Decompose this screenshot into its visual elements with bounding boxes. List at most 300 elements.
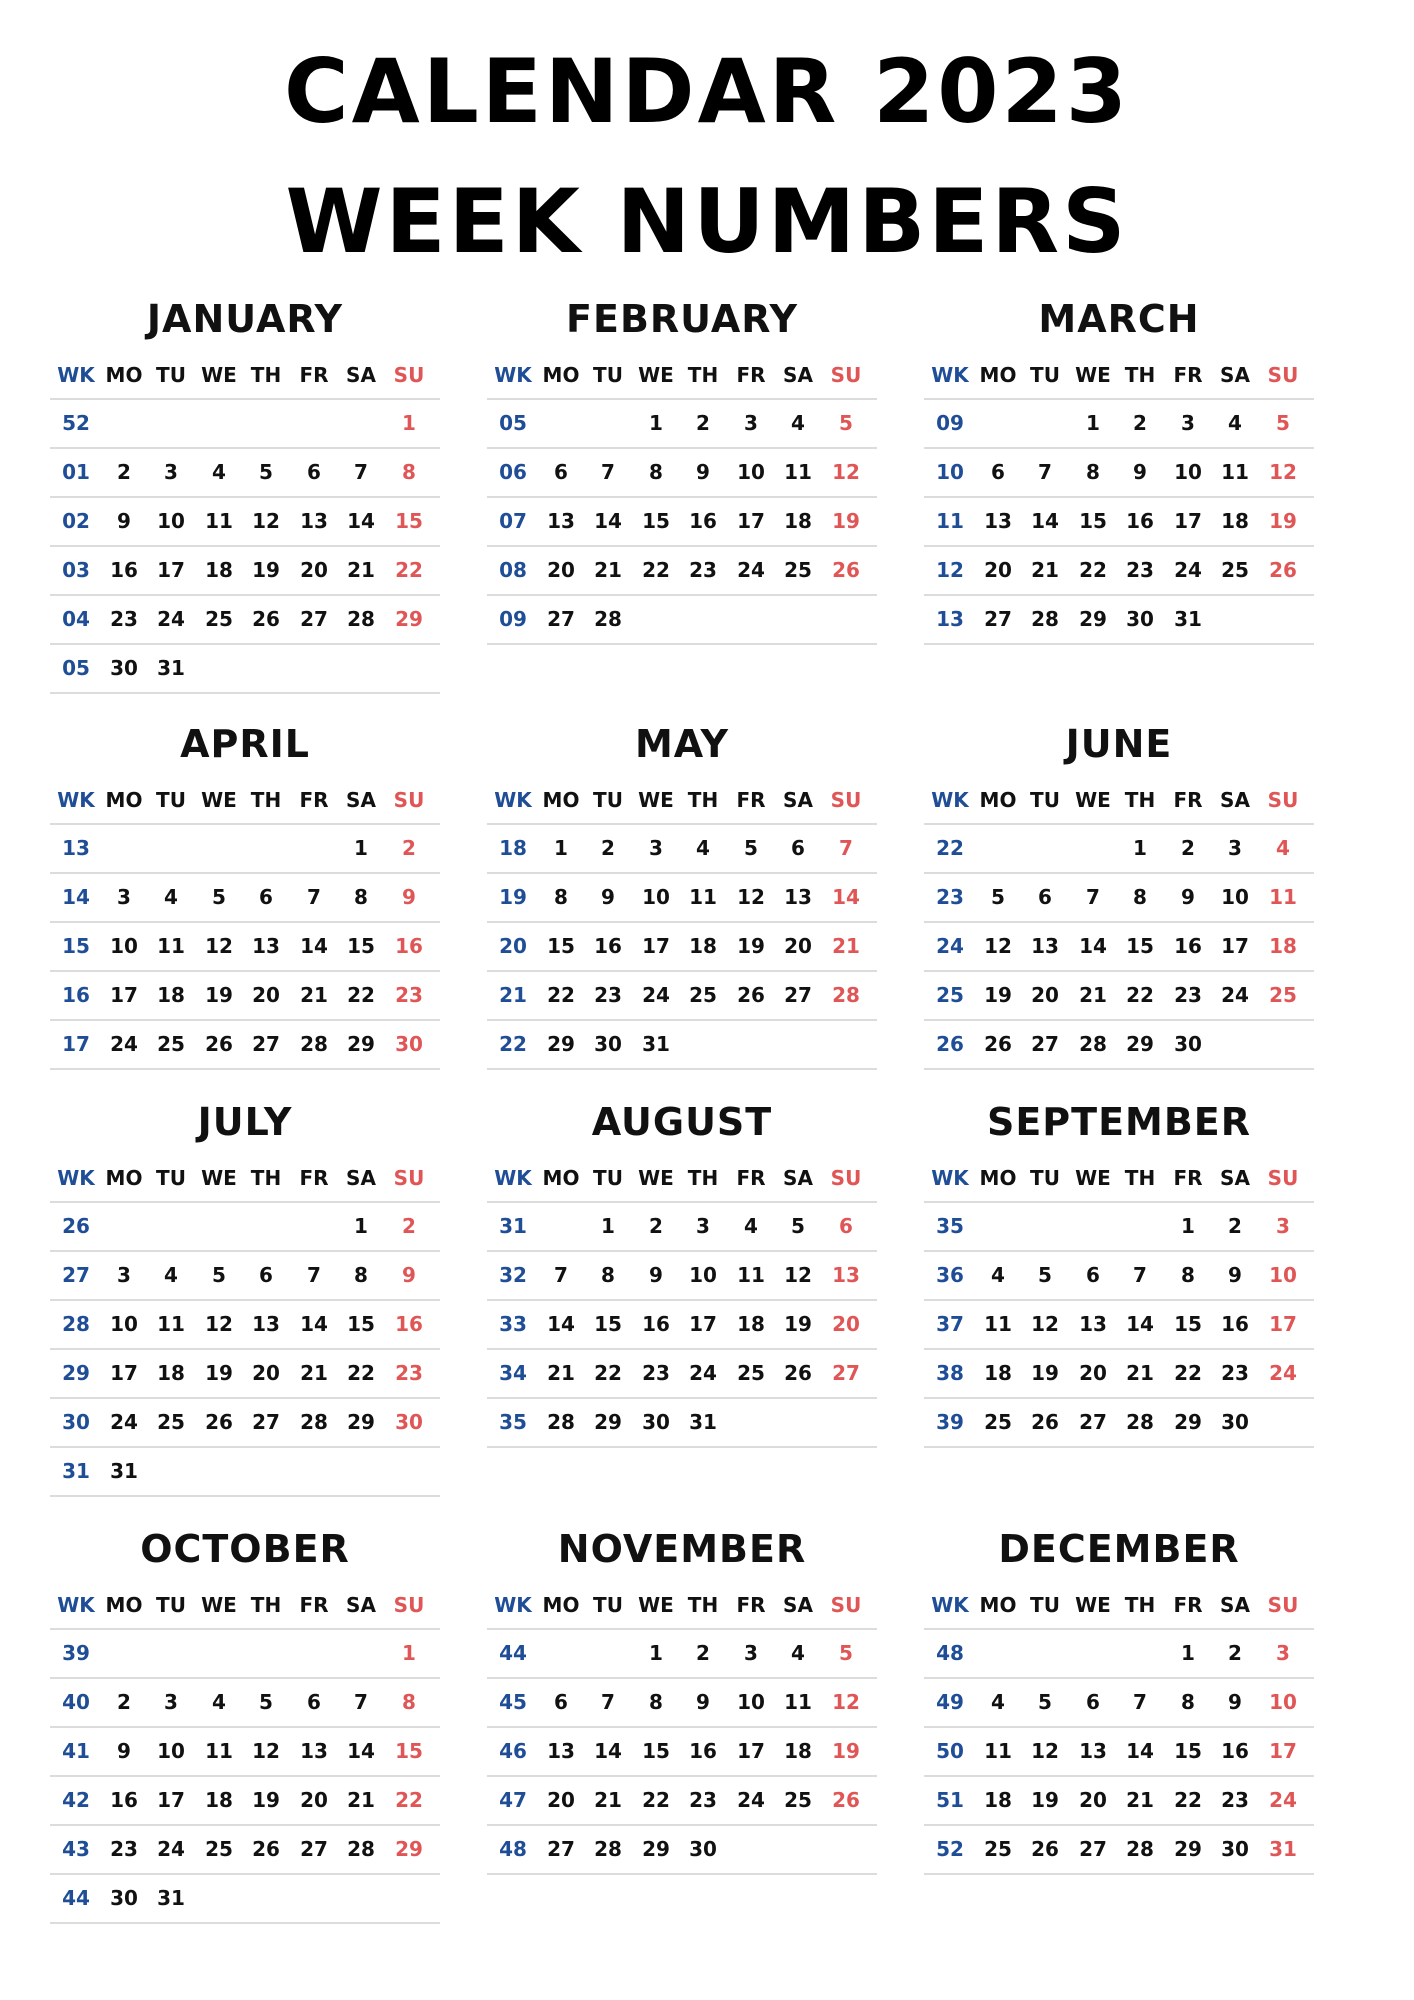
month-name: OCTOBER	[140, 1527, 350, 1571]
weekday-header-cell: TH	[1124, 363, 1156, 387]
day-cell: 19	[205, 983, 233, 1007]
day-cell: 18	[737, 1312, 765, 1336]
week-row	[487, 596, 877, 645]
week-row	[924, 1728, 1314, 1777]
day-cell: 6	[259, 1263, 273, 1287]
day-cell: 30	[110, 656, 138, 680]
day-cell: 19	[984, 983, 1012, 1007]
day-cell: 1	[649, 1641, 663, 1665]
weekday-header-cell: SA	[783, 788, 813, 812]
week-header: WK	[57, 1593, 95, 1617]
week-number: 13	[62, 836, 90, 860]
week-number: 05	[62, 656, 90, 680]
day-cell: 21	[347, 558, 375, 582]
day-cell: 3	[696, 1214, 710, 1238]
month-table	[924, 1163, 1314, 1448]
day-cell: 23	[1126, 558, 1154, 582]
day-cell: 26	[205, 1410, 233, 1434]
day-cell: 13	[300, 1739, 328, 1763]
day-cell: 28	[347, 607, 375, 631]
day-cell: 28	[832, 983, 860, 1007]
day-cell: 27	[252, 1032, 280, 1056]
weekday-header-cell: SA	[783, 1593, 813, 1617]
week-row	[50, 1399, 440, 1448]
month-name: MAY	[634, 722, 730, 766]
week-number: 10	[936, 460, 964, 484]
day-cell: 8	[354, 885, 368, 909]
week-row	[487, 1679, 877, 1728]
day-cell: 5	[1038, 1263, 1052, 1287]
day-cell: 18	[689, 934, 717, 958]
day-cell: 11	[1269, 885, 1297, 909]
day-cell: 20	[300, 558, 328, 582]
day-cell: 15	[1174, 1739, 1202, 1763]
day-cell: 8	[1181, 1690, 1195, 1714]
week-row	[487, 449, 877, 498]
weekday-header-cell: TU	[593, 1593, 623, 1617]
day-cell: 22	[395, 1788, 423, 1812]
day-cell: 12	[1031, 1739, 1059, 1763]
weekday-header-cell: SA	[346, 1166, 376, 1190]
week-row	[924, 972, 1314, 1021]
day-cell: 15	[347, 934, 375, 958]
day-cell: 27	[1079, 1837, 1107, 1861]
weekday-header-cell: SA	[783, 1166, 813, 1190]
day-cell: 18	[1221, 509, 1249, 533]
day-cell: 18	[157, 1361, 185, 1385]
weekday-header-cell: FR	[736, 788, 766, 812]
month-table	[487, 360, 877, 645]
day-cell: 8	[402, 1690, 416, 1714]
day-cell: 24	[1269, 1361, 1297, 1385]
weekday-header-cell: TU	[156, 363, 186, 387]
day-cell: 9	[402, 885, 416, 909]
weekday-header-cell: TU	[156, 788, 186, 812]
day-cell: 17	[1269, 1739, 1297, 1763]
weekday-header-cell: TU	[593, 1166, 623, 1190]
day-cell: 14	[347, 1739, 375, 1763]
week-number: 49	[936, 1690, 964, 1714]
day-cell: 28	[594, 607, 622, 631]
day-cell: 22	[547, 983, 575, 1007]
weekday-header-cell: WE	[201, 1166, 237, 1190]
weekday-header-cell: SU	[830, 788, 862, 812]
day-cell: 23	[689, 558, 717, 582]
week-number: 33	[499, 1312, 527, 1336]
day-cell: 21	[300, 983, 328, 1007]
week-number: 09	[936, 411, 964, 435]
weekday-header-cell: MO	[979, 363, 1017, 387]
weekday-header	[50, 785, 440, 825]
month-name: SEPTEMBER	[986, 1100, 1252, 1144]
week-row	[924, 1777, 1314, 1826]
week-number: 44	[62, 1886, 90, 1910]
day-cell: 6	[1086, 1690, 1100, 1714]
week-row	[924, 1630, 1314, 1679]
week-number: 43	[62, 1837, 90, 1861]
day-cell: 27	[1031, 1032, 1059, 1056]
week-number: 26	[62, 1214, 90, 1238]
day-cell: 27	[832, 1361, 860, 1385]
day-cell: 14	[300, 934, 328, 958]
week-row	[50, 1301, 440, 1350]
weekday-header-cell: MO	[979, 1166, 1017, 1190]
weekday-header-cell: SU	[830, 363, 862, 387]
day-cell: 27	[784, 983, 812, 1007]
weekday-header-cell: FR	[299, 788, 329, 812]
day-cell: 5	[1038, 1690, 1052, 1714]
month-name: DECEMBER	[998, 1527, 1240, 1571]
day-cell: 20	[1079, 1361, 1107, 1385]
day-cell: 1	[1086, 411, 1100, 435]
day-cell: 1	[1181, 1641, 1195, 1665]
day-cell: 30	[594, 1032, 622, 1056]
day-cell: 23	[110, 1837, 138, 1861]
weekday-header-cell: SU	[1267, 363, 1299, 387]
day-cell: 30	[1174, 1032, 1202, 1056]
day-cell: 9	[696, 1690, 710, 1714]
day-cell: 30	[1126, 607, 1154, 631]
day-cell: 25	[984, 1837, 1012, 1861]
day-cell: 17	[689, 1312, 717, 1336]
day-cell: 31	[157, 656, 185, 680]
day-cell: 9	[402, 1263, 416, 1287]
week-row	[924, 1301, 1314, 1350]
weekday-header-cell: WE	[1075, 363, 1111, 387]
day-cell: 4	[1276, 836, 1290, 860]
day-cell: 1	[402, 411, 416, 435]
week-number: 35	[936, 1214, 964, 1238]
day-cell: 26	[832, 1788, 860, 1812]
weekday-header	[924, 360, 1314, 400]
day-cell: 25	[1269, 983, 1297, 1007]
day-cell: 8	[554, 885, 568, 909]
day-cell: 29	[1126, 1032, 1154, 1056]
weekday-header-cell: TH	[250, 1166, 282, 1190]
weekday-header-cell: TH	[687, 788, 719, 812]
day-cell: 20	[547, 558, 575, 582]
day-cell: 12	[784, 1263, 812, 1287]
day-cell: 24	[157, 1837, 185, 1861]
day-cell: 27	[547, 607, 575, 631]
day-cell: 29	[347, 1032, 375, 1056]
day-cell: 21	[300, 1361, 328, 1385]
month-table	[487, 785, 877, 1070]
day-cell: 27	[1079, 1410, 1107, 1434]
day-cell: 27	[984, 607, 1012, 631]
weekday-header-cell: MO	[542, 1593, 580, 1617]
day-cell: 7	[307, 1263, 321, 1287]
day-cell: 20	[252, 1361, 280, 1385]
day-cell: 3	[117, 885, 131, 909]
day-cell: 28	[300, 1032, 328, 1056]
weekday-header-cell: TH	[687, 363, 719, 387]
day-cell: 18	[784, 1739, 812, 1763]
day-cell: 10	[1269, 1690, 1297, 1714]
weekday-header-cell: MO	[542, 788, 580, 812]
day-cell: 2	[402, 1214, 416, 1238]
day-cell: 28	[300, 1410, 328, 1434]
day-cell: 21	[547, 1361, 575, 1385]
week-header: WK	[494, 363, 532, 387]
day-cell: 5	[1276, 411, 1290, 435]
weekday-header-cell: WE	[638, 1593, 674, 1617]
day-cell: 11	[784, 460, 812, 484]
week-row	[487, 1021, 877, 1070]
day-cell: 26	[832, 558, 860, 582]
day-cell: 7	[1086, 885, 1100, 909]
day-cell: 8	[649, 460, 663, 484]
day-cell: 1	[649, 411, 663, 435]
week-number: 11	[936, 509, 964, 533]
day-cell: 17	[1174, 509, 1202, 533]
day-cell: 3	[1276, 1214, 1290, 1238]
day-cell: 29	[1174, 1410, 1202, 1434]
day-cell: 25	[157, 1410, 185, 1434]
day-cell: 8	[601, 1263, 615, 1287]
day-cell: 31	[1269, 1837, 1297, 1861]
week-row	[487, 825, 877, 874]
day-cell: 25	[984, 1410, 1012, 1434]
week-number: 08	[499, 558, 527, 582]
day-cell: 19	[252, 1788, 280, 1812]
month-table	[924, 360, 1314, 645]
day-cell: 17	[157, 1788, 185, 1812]
day-cell: 4	[791, 1641, 805, 1665]
day-cell: 24	[157, 607, 185, 631]
weekday-header	[487, 360, 877, 400]
day-cell: 4	[164, 1263, 178, 1287]
day-cell: 4	[1228, 411, 1242, 435]
weekday-header-cell: TU	[156, 1593, 186, 1617]
weekday-header-cell: MO	[105, 1593, 143, 1617]
weekday-header-cell: WE	[638, 1166, 674, 1190]
weekday-header-cell: WE	[1075, 1593, 1111, 1617]
day-cell: 8	[1086, 460, 1100, 484]
day-cell: 1	[1181, 1214, 1195, 1238]
day-cell: 30	[395, 1410, 423, 1434]
weekday-header-cell: TH	[687, 1593, 719, 1617]
day-cell: 25	[737, 1361, 765, 1385]
day-cell: 8	[354, 1263, 368, 1287]
week-row	[924, 874, 1314, 923]
day-cell: 7	[601, 1690, 615, 1714]
week-number: 26	[936, 1032, 964, 1056]
weekday-header-cell: FR	[736, 363, 766, 387]
weekday-header-cell: FR	[1173, 1593, 1203, 1617]
weekday-header-cell: SA	[1220, 788, 1250, 812]
day-cell: 4	[164, 885, 178, 909]
day-cell: 1	[354, 836, 368, 860]
weekday-header-cell: MO	[542, 363, 580, 387]
day-cell: 18	[984, 1788, 1012, 1812]
weekday-header	[487, 1163, 877, 1203]
day-cell: 9	[117, 1739, 131, 1763]
week-row	[50, 1728, 440, 1777]
weekday-header-cell: WE	[1075, 1166, 1111, 1190]
weekday-header-cell: MO	[105, 363, 143, 387]
day-cell: 31	[157, 1886, 185, 1910]
day-cell: 15	[1174, 1312, 1202, 1336]
day-cell: 26	[984, 1032, 1012, 1056]
weekday-header-cell: TH	[1124, 1166, 1156, 1190]
day-cell: 1	[354, 1214, 368, 1238]
week-number: 35	[499, 1410, 527, 1434]
day-cell: 17	[737, 509, 765, 533]
day-cell: 17	[157, 558, 185, 582]
day-cell: 24	[110, 1032, 138, 1056]
day-cell: 10	[157, 1739, 185, 1763]
week-number: 21	[499, 983, 527, 1007]
week-number: 18	[499, 836, 527, 860]
day-cell: 18	[157, 983, 185, 1007]
week-row	[924, 1826, 1314, 1875]
month-name: JULY	[197, 1100, 293, 1144]
week-number: 28	[62, 1312, 90, 1336]
weekday-header-cell: SU	[1267, 788, 1299, 812]
week-number: 31	[499, 1214, 527, 1238]
day-cell: 24	[110, 1410, 138, 1434]
day-cell: 12	[832, 460, 860, 484]
day-cell: 25	[157, 1032, 185, 1056]
day-cell: 26	[784, 1361, 812, 1385]
week-header: WK	[931, 1166, 969, 1190]
day-cell: 11	[205, 1739, 233, 1763]
week-number: 24	[936, 934, 964, 958]
day-cell: 24	[737, 558, 765, 582]
day-cell: 28	[1126, 1837, 1154, 1861]
week-number: 47	[499, 1788, 527, 1812]
weekday-header-cell: FR	[1173, 363, 1203, 387]
week-row	[487, 1630, 877, 1679]
week-row	[50, 923, 440, 972]
day-cell: 15	[594, 1312, 622, 1336]
weekday-header-cell: SU	[393, 1166, 425, 1190]
week-number: 46	[499, 1739, 527, 1763]
week-number: 36	[936, 1263, 964, 1287]
day-cell: 16	[110, 558, 138, 582]
weekday-header-cell: MO	[542, 1166, 580, 1190]
day-cell: 26	[252, 607, 280, 631]
day-cell: 23	[1174, 983, 1202, 1007]
weekday-header	[50, 1590, 440, 1630]
weekday-header-cell: FR	[299, 1593, 329, 1617]
day-cell: 2	[117, 460, 131, 484]
day-cell: 2	[1181, 836, 1195, 860]
week-number: 03	[62, 558, 90, 582]
week-row	[50, 1630, 440, 1679]
week-row	[487, 1399, 877, 1448]
day-cell: 16	[395, 1312, 423, 1336]
day-cell: 5	[839, 411, 853, 435]
day-cell: 23	[395, 1361, 423, 1385]
day-cell: 10	[1269, 1263, 1297, 1287]
day-cell: 11	[737, 1263, 765, 1287]
day-cell: 8	[649, 1690, 663, 1714]
week-number: 05	[499, 411, 527, 435]
week-number: 16	[62, 983, 90, 1007]
day-cell: 18	[1269, 934, 1297, 958]
weekday-header	[50, 1163, 440, 1203]
day-cell: 14	[1126, 1312, 1154, 1336]
month-name: FEBRUARY	[566, 297, 798, 341]
day-cell: 21	[1031, 558, 1059, 582]
day-cell: 6	[307, 460, 321, 484]
week-row	[487, 1350, 877, 1399]
day-cell: 30	[1221, 1410, 1249, 1434]
day-cell: 22	[642, 1788, 670, 1812]
weekday-header-cell: SA	[346, 1593, 376, 1617]
day-cell: 5	[212, 885, 226, 909]
page-subtitle: WEEK NUMBERS	[285, 170, 1129, 273]
day-cell: 22	[347, 983, 375, 1007]
day-cell: 2	[1228, 1214, 1242, 1238]
day-cell: 12	[832, 1690, 860, 1714]
day-cell: 2	[1133, 411, 1147, 435]
month-name: JUNE	[1065, 722, 1173, 766]
day-cell: 3	[1181, 411, 1195, 435]
week-row	[487, 1777, 877, 1826]
weekday-header	[924, 785, 1314, 825]
day-cell: 15	[642, 509, 670, 533]
month-name: JANUARY	[146, 297, 344, 341]
day-cell: 2	[402, 836, 416, 860]
day-cell: 14	[1031, 509, 1059, 533]
day-cell: 13	[252, 934, 280, 958]
week-number: 52	[936, 1837, 964, 1861]
day-cell: 7	[1133, 1263, 1147, 1287]
week-number: 20	[499, 934, 527, 958]
week-row	[50, 498, 440, 547]
week-row	[924, 1399, 1314, 1448]
weekday-header-cell: TU	[156, 1166, 186, 1190]
day-cell: 3	[649, 836, 663, 860]
week-number: 07	[499, 509, 527, 533]
week-number: 12	[936, 558, 964, 582]
day-cell: 25	[689, 983, 717, 1007]
day-cell: 16	[1174, 934, 1202, 958]
day-cell: 20	[547, 1788, 575, 1812]
weekday-header-cell: FR	[1173, 788, 1203, 812]
week-number: 50	[936, 1739, 964, 1763]
day-cell: 22	[1174, 1788, 1202, 1812]
day-cell: 21	[347, 1788, 375, 1812]
day-cell: 5	[259, 460, 273, 484]
week-number: 38	[936, 1361, 964, 1385]
week-row	[50, 449, 440, 498]
weekday-header-cell: TH	[1124, 1593, 1156, 1617]
day-cell: 19	[737, 934, 765, 958]
weekday-header-cell: SA	[783, 363, 813, 387]
weekday-header-cell: FR	[299, 363, 329, 387]
day-cell: 28	[547, 1410, 575, 1434]
day-cell: 22	[1126, 983, 1154, 1007]
day-cell: 15	[395, 1739, 423, 1763]
weekday-header-cell: WE	[1075, 788, 1111, 812]
day-cell: 19	[252, 558, 280, 582]
day-cell: 2	[649, 1214, 663, 1238]
day-cell: 9	[1181, 885, 1195, 909]
day-cell: 29	[395, 607, 423, 631]
week-row	[487, 1728, 877, 1777]
weekday-header-cell: TH	[250, 1593, 282, 1617]
day-cell: 4	[212, 1690, 226, 1714]
day-cell: 19	[832, 509, 860, 533]
weekday-header-cell: MO	[979, 788, 1017, 812]
week-row	[50, 1448, 440, 1497]
day-cell: 24	[737, 1788, 765, 1812]
day-cell: 18	[984, 1361, 1012, 1385]
